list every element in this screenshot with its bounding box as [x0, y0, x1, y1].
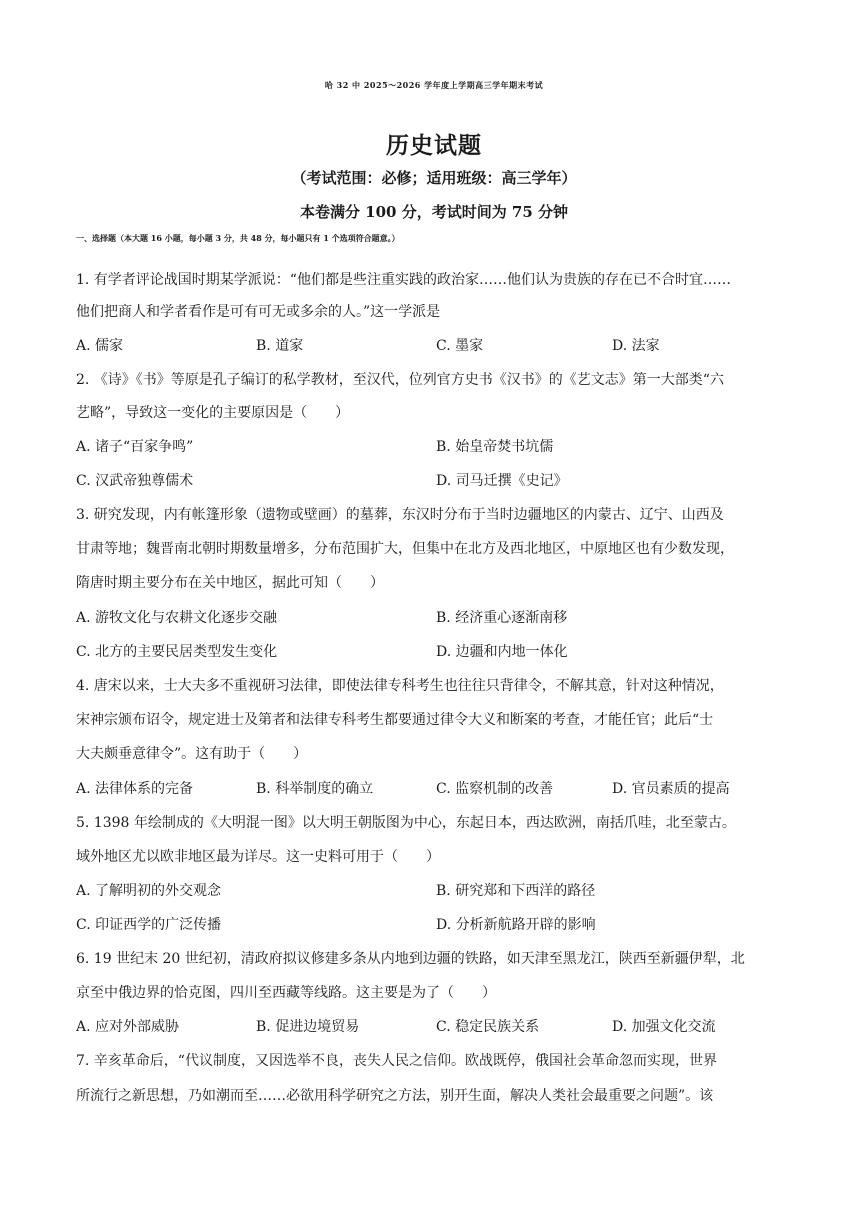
question-7-line-2: 所流行之新思想，乃如潮而至……必欲用科学研究之方法，别开生面，解决人类社会最重要之问题”。该: [76, 1088, 714, 1104]
section-heading: 一、选择题（本大题 16 小题，每小题 3 分，共 48 分，每小题只有 1 个选项符合题意。）: [76, 233, 400, 243]
question-4-line-3: 大夫颇垂意律令”。这有助于（ ）: [76, 746, 308, 762]
exam-subject: 历史试题: [386, 132, 482, 159]
question-3-line-1: 3. 研究发现，内有帐篷形象（遗物或壁画）的墓葬，东汉时分布于当时边疆地区的内蒙古、辽宁、山西及: [76, 507, 724, 523]
question-4-option-d: D. 官员素质的提高: [612, 781, 730, 797]
question-1-line-2: 他们把商人和学者看作是可有可无或多余的人。”这一学派是: [76, 304, 441, 320]
question-5-option-d: D. 分析新航路开辟的影响: [436, 917, 596, 933]
question-3-option-d: D. 边疆和内地一体化: [436, 644, 568, 660]
question-2-option-a: A. 诸子“百家争鸣”: [76, 439, 194, 455]
exam-scope: （考试范围：必修；适用班级：高三学年）: [291, 169, 577, 187]
question-1-line-1: 1. 有学者评论战国时期某学派说：“他们都是些注重实践的政治家……他们认为贵族的存在已不合时宜……: [76, 272, 731, 288]
question-1-option-b: B. 道家: [256, 338, 304, 354]
question-1-option-d: D. 法家: [612, 338, 660, 354]
question-5-option-b: B. 研究郑和下西洋的路径: [436, 883, 596, 899]
question-4-option-b: B. 科举制度的确立: [256, 781, 374, 797]
question-3-option-a: A. 游牧文化与农耕文化逐步交融: [76, 610, 278, 626]
question-6-line-1: 6. 19 世纪末 20 世纪初，清政府拟议修建多条从内地到边疆的铁路，如天津至黑龙江，陕西至新疆伊犁，北: [76, 951, 745, 967]
question-7-line-1: 7. 辛亥革命后，“代议制度，又因选举不良，丧失人民之信仰。欧战既停，俄国社会革命忽而实现，世界: [76, 1053, 717, 1069]
exam-title: 哈 32 中 2025～2026 学年度上学期高三学年期末考试: [324, 80, 544, 90]
question-6-option-c: C. 稳定民族关系: [436, 1019, 540, 1035]
question-2-option-c: C. 汉武帝独尊儒术: [76, 473, 194, 489]
question-2-option-d: D. 司马迁撰《史记》: [436, 473, 568, 489]
question-5-option-c: C. 印证西学的广泛传播: [76, 917, 222, 933]
question-6-option-b: B. 促进边境贸易: [256, 1019, 360, 1035]
question-3-option-b: B. 经济重心逐渐南移: [436, 610, 568, 626]
question-3-option-c: C. 北方的主要民居类型发生变化: [76, 644, 278, 660]
question-2-option-b: B. 始皇帝焚书坑儒: [436, 439, 554, 455]
exam-score-info: 本卷满分 100 分，考试时间为 75 分钟: [299, 203, 569, 221]
question-5-line-2: 域外地区尤以欧非地区最为详尽。这一史料可用于（ ）: [76, 849, 440, 865]
question-6-line-2: 京至中俄边界的恰克图，四川至西藏等线路。这主要是为了（ ）: [76, 985, 496, 1001]
question-3-line-3: 隋唐时期主要分布在关中地区，据此可知（ ）: [76, 575, 384, 591]
question-2-line-1: 2. 《诗》《书》等原是孔子编订的私学教材，至汉代，位列官方史书《汉书》的《艺文志》第一大部类“六: [76, 372, 724, 388]
question-4-line-2: 宋神宗颁布诏令，规定进士及第者和法律专科考生都要通过律令大义和断案的考查，才能任官；此后“士: [76, 712, 714, 728]
question-1-option-c: C. 墨家: [436, 338, 484, 354]
question-6-option-a: A. 应对外部威胁: [76, 1019, 180, 1035]
question-5-option-a: A. 了解明初的外交观念: [76, 883, 222, 899]
question-1-option-a: A. 儒家: [76, 338, 124, 354]
question-4-option-a: A. 法律体系的完备: [76, 781, 194, 797]
question-4-option-c: C. 监察机制的改善: [436, 781, 554, 797]
question-6-option-d: D. 加强文化交流: [612, 1019, 716, 1035]
question-4-line-1: 4. 唐宋以来，士大夫多不重视研习法律，即使法律专科考生也往往只背律令，不解其意，针对这种情况，: [76, 678, 724, 694]
question-2-line-2: 艺略”，导致这一变化的主要原因是（ ）: [76, 405, 350, 421]
question-3-line-2: 甘肃等地；魏晋南北朝时期数量增多，分布范围扩大，但集中在北方及西北地区，中原地区也有少数发现，: [76, 541, 734, 557]
question-5-line-1: 5. 1398 年绘制成的《大明混一图》以大明王朝版图为中心，东起日本，西达欧洲，南括爪哇，北至蒙古。: [76, 815, 736, 831]
